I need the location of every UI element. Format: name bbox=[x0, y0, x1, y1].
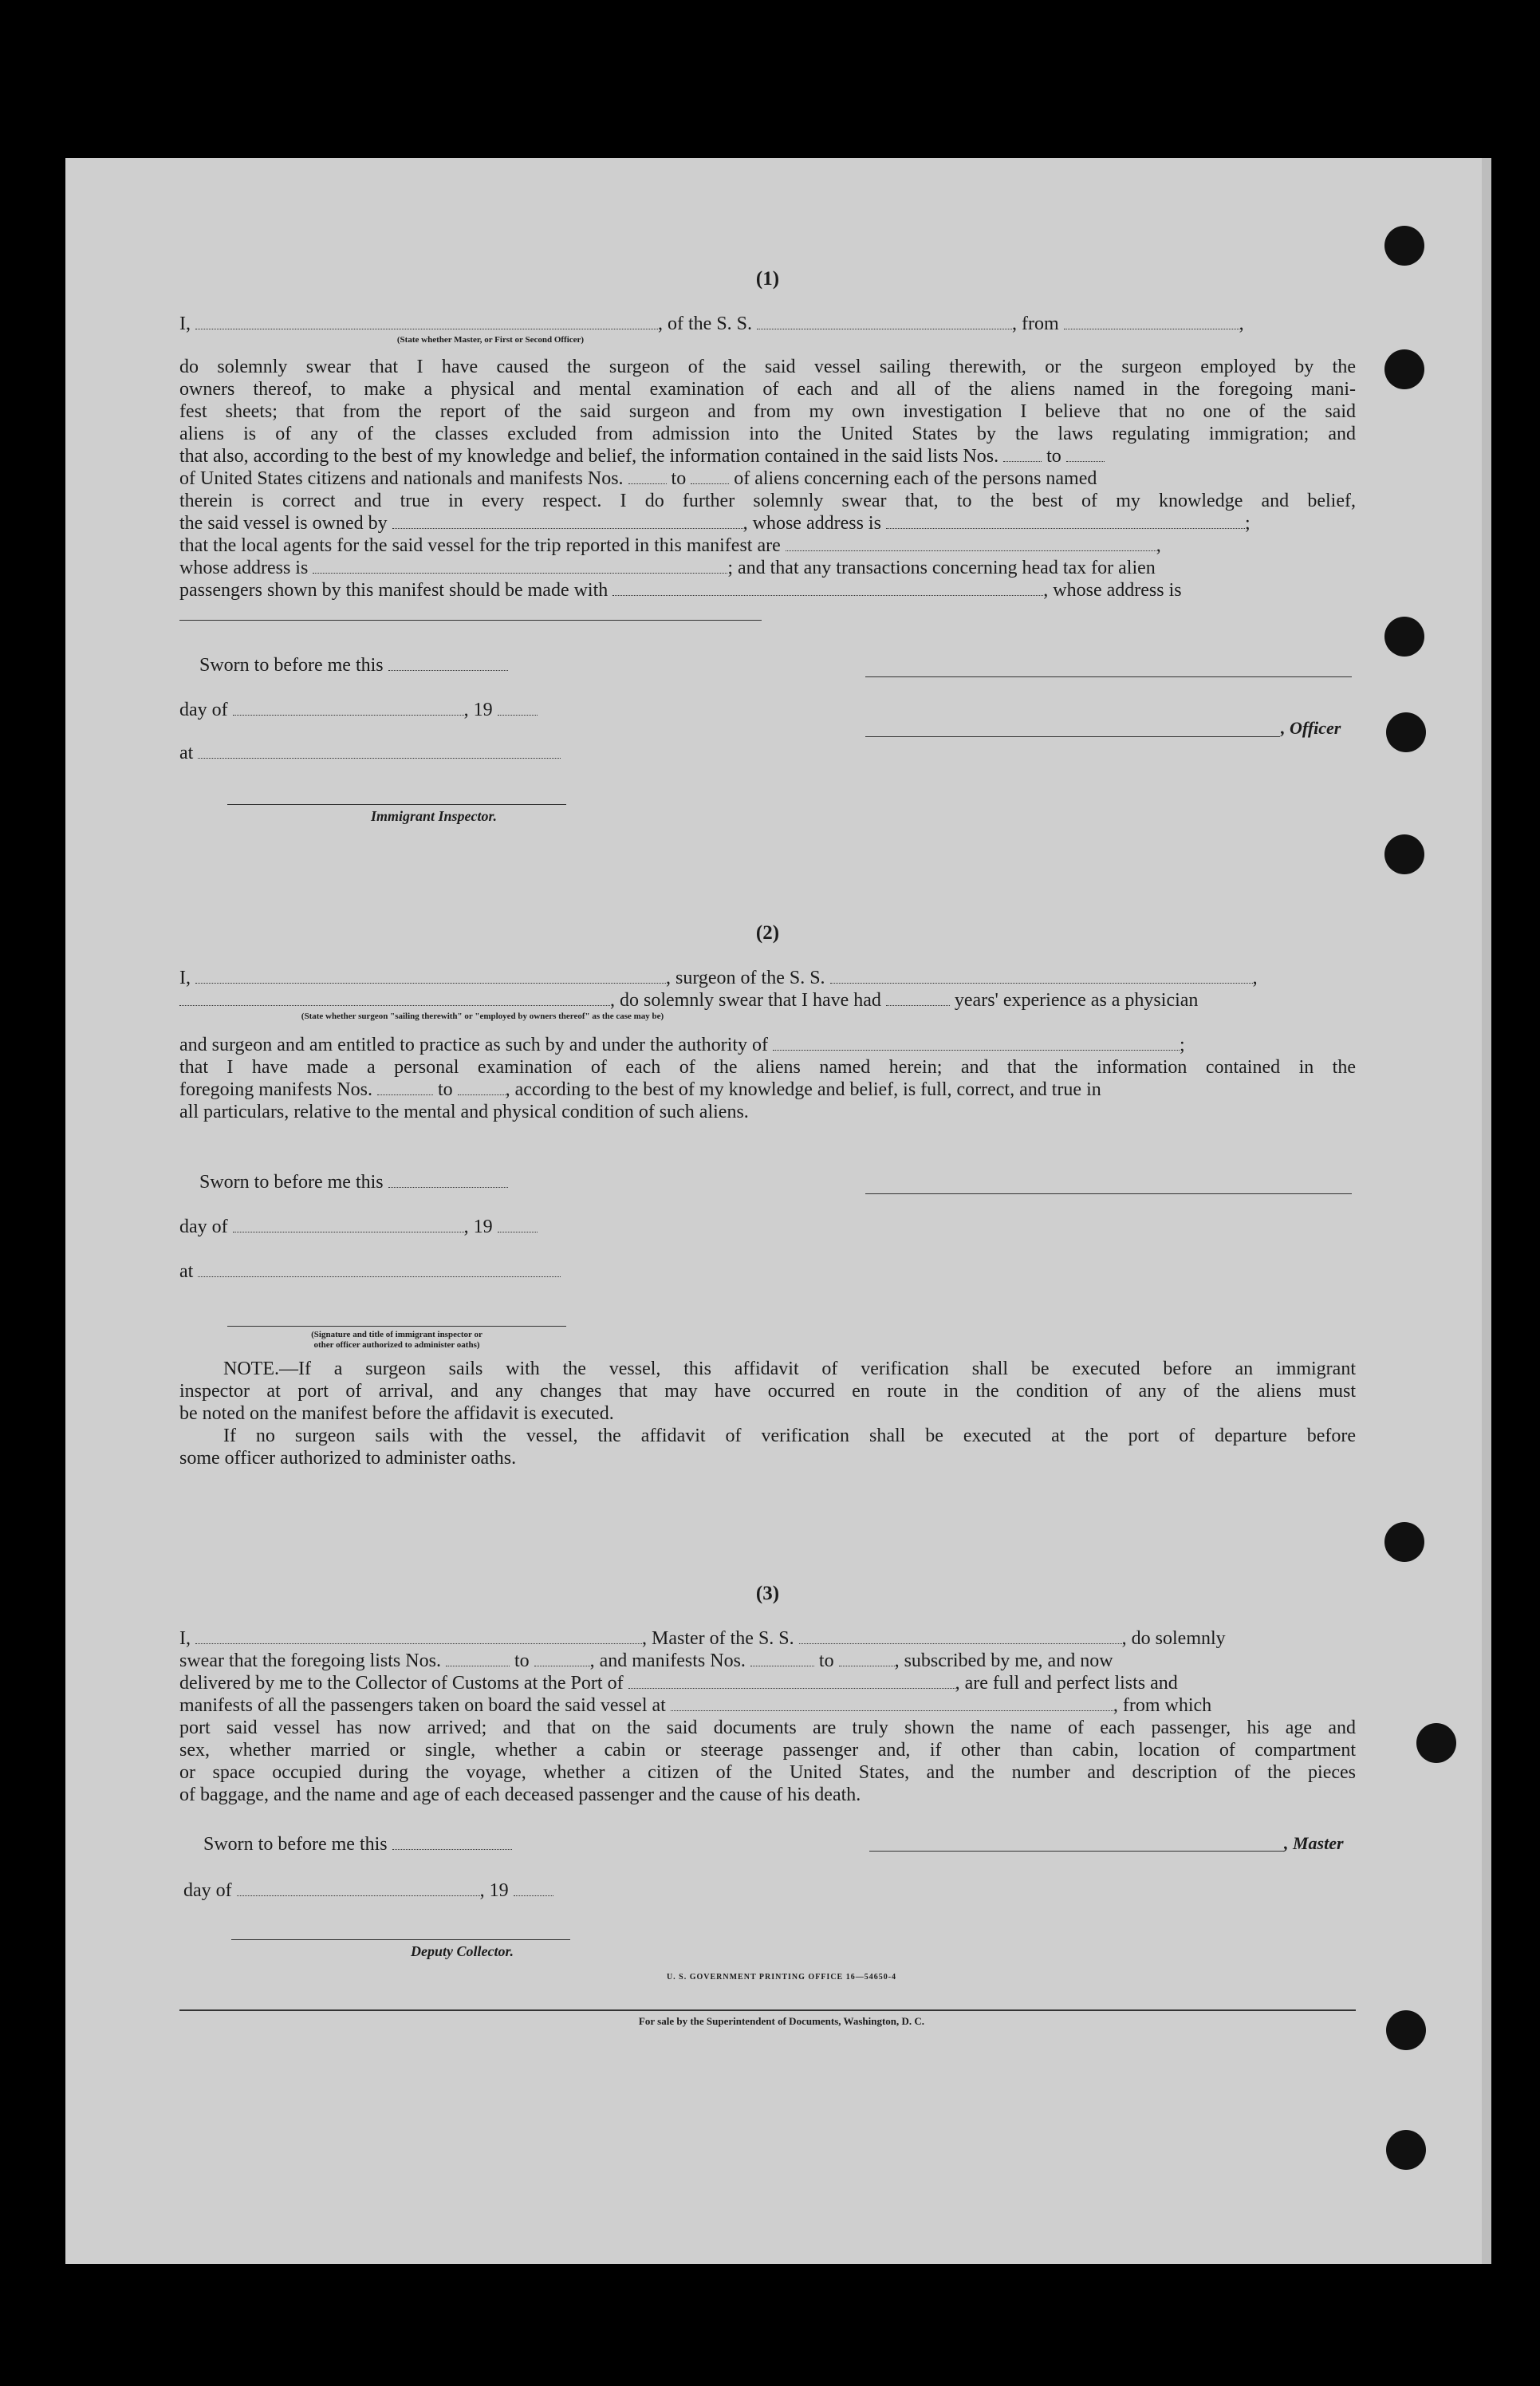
port-field[interactable] bbox=[628, 1674, 955, 1689]
day-of-label: day of , 19 bbox=[179, 699, 538, 721]
day-of-label: day of , 19 bbox=[183, 1879, 553, 1902]
sworn-label: Sworn to before me this bbox=[203, 1833, 512, 1856]
agents-address-field[interactable] bbox=[313, 558, 727, 574]
manifest-no-to-field[interactable] bbox=[691, 469, 729, 484]
oath-text: therein is correct and true in every respect. I do further solemnly swear that, to the best of my knowledge and belief, bbox=[179, 491, 1356, 511]
surgeon-name-field[interactable] bbox=[195, 968, 666, 984]
list-no-to-field[interactable] bbox=[534, 1651, 590, 1666]
officer-signature-line[interactable] bbox=[865, 676, 1352, 677]
master-name-field[interactable] bbox=[195, 1629, 642, 1644]
experience-line: , do solemnly swear that I have had years' experience as a physician bbox=[179, 989, 1356, 1012]
oath-text: do solemnly swear that I have caused the surgeon of the said vessel sailing therewith, or the surgeon employed by the bbox=[179, 357, 1356, 377]
binder-hole bbox=[1384, 349, 1424, 389]
master-text: of baggage, and the name and age of each deceased passenger and the cause of his death. bbox=[179, 1785, 861, 1805]
sworn-label: Sworn to before me this bbox=[199, 654, 508, 676]
surgeon-text: all particulars, relative to the mental and physical condition of such aliens. bbox=[179, 1102, 749, 1122]
day-month-field[interactable] bbox=[233, 700, 464, 716]
owner-address-field[interactable] bbox=[886, 514, 1245, 529]
signature-caption: (Signature and title of immigrant inspector or other officer authorized to administer oaths) bbox=[311, 1330, 482, 1350]
binder-hole bbox=[1386, 712, 1426, 752]
officer-name-field[interactable] bbox=[195, 314, 658, 329]
section-1 bbox=[179, 263, 1356, 838]
head-tax-line: passengers shown by this manifest should be made with , whose address is bbox=[179, 580, 1182, 601]
binder-hole bbox=[1384, 617, 1424, 657]
agents-address-line: whose address is ; and that any transactions concerning head tax for alien bbox=[179, 558, 1156, 578]
inspector-label: Immigrant Inspector. bbox=[371, 808, 498, 824]
oath-text: aliens is of any of the classes excluded from admission into the United States by the laws regulating immigration; and bbox=[179, 424, 1356, 444]
manifest-no-from-field[interactable] bbox=[377, 1080, 433, 1095]
boarding-line: manifests of all the passengers taken on board the said vessel at , from which bbox=[179, 1695, 1212, 1716]
master-text: sex, whether married or single, whether a cabin or steerage passenger and, if other than cabin, location of compartment bbox=[179, 1740, 1356, 1761]
section-number: (2) bbox=[755, 922, 780, 944]
section-2 bbox=[179, 917, 1356, 1492]
oath-text: of United States citizens and nationals and manifests Nos. to of aliens concerning each of the persons named bbox=[179, 468, 1097, 489]
note-text: NOTE.—If a surgeon sails with the vessel, this affidavit of verification shall be executed before an immigrant bbox=[223, 1359, 1356, 1379]
surgeon-line: I, , surgeon of the S. S. , bbox=[179, 968, 1258, 988]
note-text: If no surgeon sails with the vessel, the affidavit of verification shall be executed at the port of departure before bbox=[223, 1426, 1356, 1446]
note-text: be noted on the manifest before the affidavit is executed. bbox=[179, 1403, 614, 1424]
day-month-field[interactable] bbox=[237, 1881, 480, 1896]
section-number: (1) bbox=[755, 268, 780, 290]
manifest-no-to-field[interactable] bbox=[458, 1080, 506, 1095]
note-text: some officer authorized to administer oaths. bbox=[179, 1448, 517, 1469]
day-month-field[interactable] bbox=[233, 1217, 464, 1232]
master-signature-line[interactable] bbox=[869, 1851, 1284, 1852]
list-no-to-field[interactable] bbox=[1066, 447, 1105, 462]
rank-caption: (State whether Master, or First or Second Officer) bbox=[396, 335, 585, 345]
surgeon-caption: (State whether surgeon "sailing therewith" or "employed by owners thereof" as the case may be) bbox=[301, 1012, 664, 1021]
surgeon-status-field[interactable] bbox=[179, 991, 610, 1006]
owner-line: the said vessel is owned by , whose address is ; bbox=[179, 513, 1251, 534]
place-field[interactable] bbox=[198, 1262, 561, 1277]
note-text: inspector at port of arrival, and any changes that may have occurred en route in the condition of any of the aliens must bbox=[179, 1381, 1356, 1402]
sale-notice: For sale by the Superintendent of Documents, Washington, D. C. bbox=[638, 2015, 925, 2027]
boarding-port-field[interactable] bbox=[671, 1696, 1113, 1711]
vessel-name-field[interactable] bbox=[830, 968, 1253, 984]
oath-text: owners thereof, to make a physical and mental examination of each and all of the aliens named in the foregoing mani- bbox=[179, 379, 1356, 400]
collector-signature-line[interactable] bbox=[231, 1939, 570, 1940]
list-no-from-field[interactable] bbox=[1003, 447, 1042, 462]
from-port-field[interactable] bbox=[1064, 314, 1239, 329]
sworn-label: Sworn to before me this bbox=[199, 1171, 508, 1193]
master-line: I, , of the S. S. , from , bbox=[179, 314, 1244, 334]
lists-line: swear that the foregoing lists Nos. to , and manifests Nos. to , subscribed by me, and now bbox=[179, 1650, 1113, 1671]
master-text: or space occupied during the voyage, whether a citizen of the United States, and the number and description of the pieces bbox=[179, 1762, 1356, 1783]
inspector-signature-line[interactable] bbox=[227, 1326, 566, 1327]
day-of-label: day of , 19 bbox=[179, 1216, 538, 1238]
authority-field[interactable] bbox=[773, 1035, 1180, 1051]
footer-rule bbox=[179, 2009, 1356, 2011]
at-label: at bbox=[179, 1260, 561, 1283]
manifest-no-to-field[interactable] bbox=[839, 1651, 895, 1666]
binder-hole bbox=[1416, 1723, 1456, 1763]
year-field[interactable] bbox=[498, 1217, 538, 1232]
binder-hole bbox=[1384, 226, 1424, 266]
master-line: I, , Master of the S. S. , do solemnly bbox=[179, 1628, 1226, 1649]
at-label: at bbox=[179, 742, 561, 764]
address-field[interactable] bbox=[179, 620, 762, 621]
authority-line: and surgeon and am entitled to practice as such by and under the authority of ; bbox=[179, 1035, 1185, 1055]
head-tax-contact-field[interactable] bbox=[612, 581, 1043, 596]
agents-line: that the local agents for the said vessel for the trip reported in this manifest are , bbox=[179, 535, 1161, 556]
section-3 bbox=[179, 1578, 1356, 1993]
binder-hole bbox=[1384, 1522, 1424, 1562]
surgeon-text: that I have made a personal examination of each of the aliens named herein; and that the information contained in the bbox=[179, 1057, 1356, 1078]
manifest-no-from-field[interactable] bbox=[750, 1651, 814, 1666]
printing-office-imprint: U. S. GOVERNMENT PRINTING OFFICE 16—54650-4 bbox=[666, 1973, 897, 1982]
officer-label: , Officer bbox=[1281, 718, 1341, 738]
year-field[interactable] bbox=[498, 700, 538, 716]
sworn-date-field[interactable] bbox=[392, 1835, 512, 1850]
list-no-from-field[interactable] bbox=[446, 1651, 510, 1666]
surgeon-signature-line[interactable] bbox=[865, 1193, 1352, 1194]
place-field[interactable] bbox=[198, 743, 561, 759]
year-field[interactable] bbox=[514, 1881, 553, 1896]
sworn-date-field[interactable] bbox=[388, 656, 508, 671]
section-number: (3) bbox=[755, 1583, 780, 1604]
binder-hole bbox=[1384, 834, 1424, 874]
sworn-date-field[interactable] bbox=[388, 1173, 508, 1188]
vessel-name-field[interactable] bbox=[799, 1629, 1122, 1644]
agents-field[interactable] bbox=[786, 536, 1156, 551]
master-label: , Master bbox=[1284, 1833, 1344, 1853]
years-field[interactable] bbox=[886, 991, 950, 1006]
officer-field[interactable] bbox=[865, 736, 1280, 737]
inspector-signature-line[interactable] bbox=[227, 804, 566, 805]
manifest-numbers-line: foregoing manifests Nos. to , according to the best of my knowledge and belief, is full, correct, and true in bbox=[179, 1079, 1101, 1100]
oath-text: fest sheets; that from the report of the said surgeon and from my own investigation I believe that no one of the said bbox=[179, 401, 1356, 422]
manifest-no-from-field[interactable] bbox=[628, 469, 667, 484]
owner-field[interactable] bbox=[392, 514, 743, 529]
oath-text: that also, according to the best of my knowledge and belief, the information contained in the said lists Nos. to bbox=[179, 445, 1356, 467]
sheet-edge-shadow bbox=[1482, 158, 1491, 2264]
vessel-name-field[interactable] bbox=[757, 314, 1012, 329]
binder-hole bbox=[1386, 2130, 1426, 2170]
binder-hole bbox=[1386, 2010, 1426, 2050]
port-line: delivered by me to the Collector of Customs at the Port of , are full and perfect lists and bbox=[179, 1673, 1178, 1694]
deputy-collector-label: Deputy Collector. bbox=[411, 1943, 514, 1959]
master-text: port said vessel has now arrived; and that on the said documents are truly shown the name of each passenger, his age and bbox=[179, 1718, 1356, 1738]
